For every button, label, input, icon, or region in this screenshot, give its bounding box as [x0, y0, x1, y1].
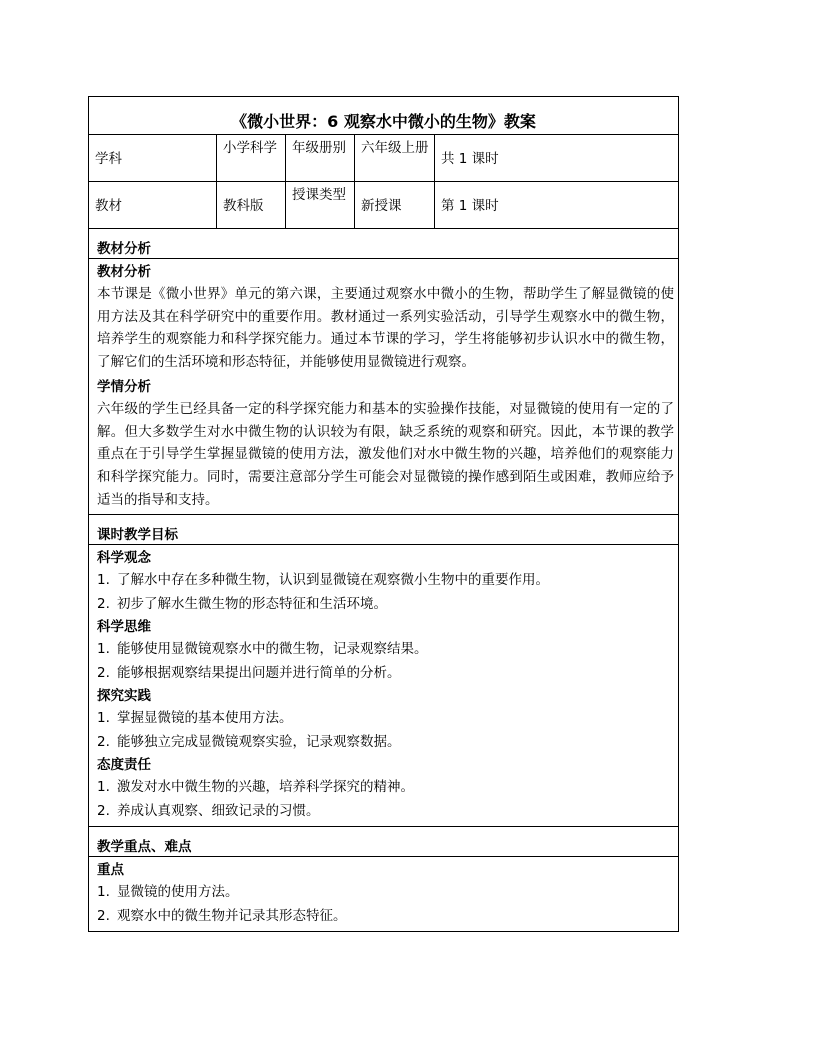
list-item: [97, 731, 674, 755]
objective-group: [97, 616, 674, 685]
hours-value: 共 1 课时: [441, 151, 499, 167]
list-number: 2.: [97, 595, 110, 612]
list-number: 2.: [97, 733, 110, 750]
list-item: [97, 881, 674, 905]
keypoints-section: [89, 857, 678, 931]
list-number: 1.: [97, 641, 110, 658]
subject-label: 学科: [89, 135, 217, 181]
list-number: 1.: [97, 710, 110, 727]
material-analysis-title: 教材分析: [97, 264, 151, 280]
keypoints-title: 重点: [97, 862, 124, 879]
list-text: 养成认真观察、细致记录的习惯。: [117, 802, 320, 819]
list-number: 1.: [97, 572, 110, 589]
list-text: 显微镜的使用方法。: [117, 884, 239, 901]
grade-label: 年级册别: [286, 135, 355, 181]
material-label: 教材: [89, 182, 217, 228]
objective-group-title: 探究实践: [97, 688, 151, 705]
list-item: [97, 593, 674, 617]
list-item: [97, 569, 674, 593]
lesson-plan-table: [88, 96, 679, 932]
type-label: 授课类型: [286, 182, 355, 228]
list-item: [97, 662, 674, 686]
section-heading-objectives: 课时教学目标: [89, 515, 678, 545]
material-analysis-text: 本节课是《微小世界》单元的第六课，主要通过观察水中微小的生物，帮助学生了解显微镜的使用方法及其在科学研究中的重要作用。教材通过一系列实验活动，引导学生观察水中的微生物，培养学生的观察能力和科学探究能力。通过本节课的学习，学生将能够初步认识水中的微生物，了解它们的生活环境和形态特征，并能够使用显微镜进行观察。: [97, 286, 674, 371]
objectives-section: [89, 545, 678, 827]
objective-group-title: 科学观念: [97, 550, 151, 567]
list-number: 1.: [97, 884, 110, 901]
student-analysis-text: 六年级的学生已经具备一定的科学探究能力和基本的实验操作技能，对显微镜的使用有一定的了解。但大多数学生对水中微生物的认识较为有限，缺乏系统的观察和研究。因此，本节课的教学重点在于引导学生掌握显微镜的使用方法，激发他们对水中微生物的兴趣，培养他们的观察能力和科学探究能力。同时，需要注意部分学生可能会对显微镜的操作感到陌生或困难，教师应给予适当的指导和支持。: [97, 400, 674, 508]
list-item: [97, 800, 674, 824]
analysis-section: [89, 259, 678, 515]
list-item: [97, 776, 674, 800]
list-text: 了解水中存在多种微生物，认识到显微镜在观察微小生物中的重要作用。: [117, 572, 549, 589]
list-text: 能够独立完成显微镜观察实验，记录观察数据。: [117, 733, 401, 750]
list-number: 2.: [97, 802, 110, 819]
objective-group: [97, 685, 674, 754]
type-value: 新授课: [355, 182, 435, 228]
list-number: 1.: [97, 779, 110, 796]
list-text: 能够根据观察结果提出问题并进行简单的分析。: [117, 664, 401, 681]
info-row-2: [89, 182, 678, 229]
objective-group: [97, 754, 674, 823]
section-heading-keypoints: 教学重点、难点: [89, 827, 678, 857]
list-item: [97, 905, 674, 929]
subject-value: 小学科学: [217, 135, 286, 181]
lesson-number: 第 1 课时: [441, 198, 499, 214]
list-number: 2.: [97, 664, 110, 681]
document-title: 《微小世界：6 观察水中微小的生物》教案: [89, 97, 678, 135]
list-text: 观察水中的微生物并记录其形态特征。: [117, 907, 347, 924]
list-text: 初步了解水生微生物的形态特征和生活环境。: [117, 595, 387, 612]
list-text: 激发对水中微生物的兴趣，培养科学探究的精神。: [117, 779, 414, 796]
section-heading-analysis: 教材分析: [89, 229, 678, 259]
material-value: 教科版: [217, 182, 286, 228]
list-text: 掌握显微镜的基本使用方法。: [117, 710, 293, 727]
list-item: [97, 707, 674, 731]
objective-group: [97, 547, 674, 616]
objective-group-title: 科学思维: [97, 619, 151, 636]
info-row-1: [89, 135, 678, 182]
list-item: [97, 638, 674, 662]
objective-group-title: 态度责任: [97, 757, 151, 774]
grade-value: 六年级上册: [355, 135, 435, 181]
student-analysis-title: 学情分析: [97, 378, 151, 395]
list-text: 能够使用显微镜观察水中的微生物，记录观察结果。: [117, 641, 428, 658]
list-number: 2.: [97, 907, 110, 924]
